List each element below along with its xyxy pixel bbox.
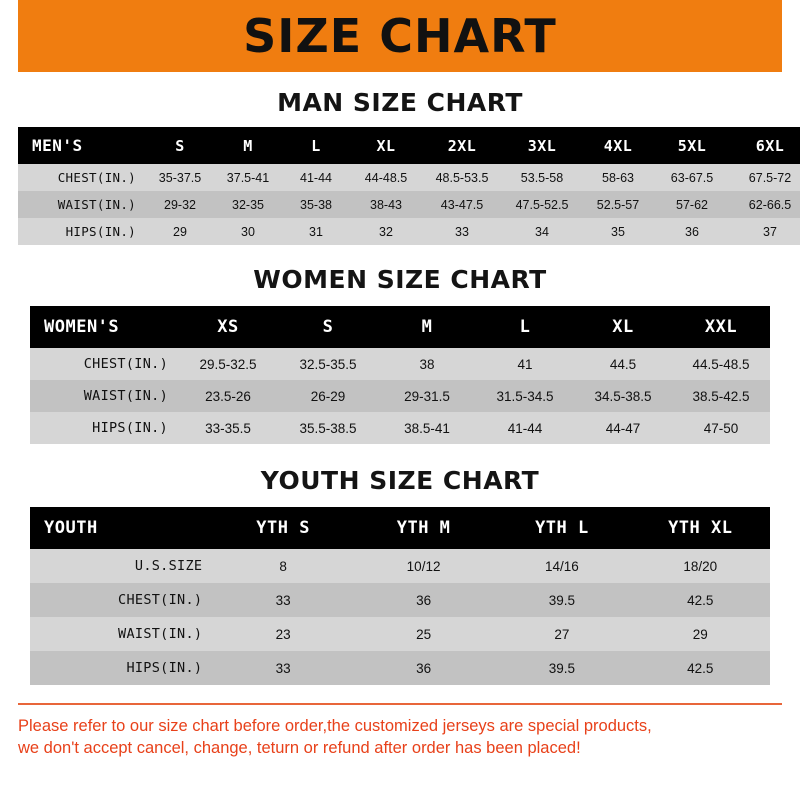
youth-row0-label: U.S.SIZE	[134, 558, 203, 574]
man-row0-c2: 41-44	[300, 170, 332, 185]
table-row	[30, 583, 770, 617]
youth-row0-c0: 8	[279, 558, 287, 574]
women-row2-c4: 44-47	[605, 420, 641, 436]
women-row1-c1: 26-29	[310, 388, 346, 404]
man-row2-c7: 36	[685, 224, 699, 239]
women-row2-c1: 35.5-38.5	[299, 420, 357, 436]
youth-row3-c3: 42.5	[687, 660, 714, 676]
youth-header-s: YTH S	[256, 518, 310, 538]
youth-row2-c1: 25	[416, 626, 432, 642]
man-header-2xl: 2XL	[447, 136, 477, 155]
table-row	[18, 164, 800, 191]
man-row1-c0: 29-32	[164, 197, 196, 212]
women-row0-c3: 41	[517, 356, 533, 372]
women-row0-c4: 44.5	[609, 356, 637, 372]
youth-row1-c2: 39.5	[548, 592, 576, 608]
table-row	[30, 651, 770, 685]
women-row0-c1: 32.5-35.5	[299, 356, 357, 372]
section-title-man: MAN SIZE CHART	[277, 88, 523, 117]
banner-edge-left	[0, 0, 18, 72]
man-row1-c1: 32-35	[232, 197, 264, 212]
man-row2-c4: 33	[455, 224, 469, 239]
women-header-xxl: XXL	[704, 317, 738, 337]
women-size-table	[30, 306, 770, 444]
youth-row1-label: CHEST(IN.)	[118, 592, 203, 608]
youth-row2-label: WAIST(IN.)	[118, 626, 203, 642]
youth-row1-c3: 42.5	[687, 592, 714, 608]
man-row0-c4: 48.5-53.5	[435, 170, 489, 185]
youth-row0-c1: 10/12	[406, 558, 441, 574]
youth-row3-c1: 36	[416, 660, 432, 676]
table-row	[18, 218, 800, 245]
women-row1-c3: 31.5-34.5	[496, 388, 554, 404]
youth-row3-c0: 33	[275, 660, 291, 676]
youth-header-m: YTH M	[396, 518, 451, 538]
section-title-women: WOMEN SIZE CHART	[253, 265, 547, 294]
notice-line-1: Please refer to our size chart before order,the customized jerseys are special products,	[18, 717, 652, 735]
women-row2-label: HIPS(IN.)	[92, 420, 168, 436]
table-row	[30, 549, 770, 583]
women-header-m: M	[421, 317, 433, 337]
women-row1-c2: 29-31.5	[404, 388, 450, 404]
youth-header-label: YOUTH	[44, 518, 98, 538]
man-row0-c0: 35-37.5	[158, 170, 202, 185]
women-row2-c3: 41-44	[507, 420, 543, 436]
man-row2-c2: 31	[309, 224, 323, 239]
man-table-header-row	[18, 127, 800, 164]
man-row2-label: HIPS(IN.)	[65, 224, 136, 239]
notice-line-2: we don't accept cancel, change, teturn or refund after order has been placed!	[18, 739, 581, 758]
youth-row0-c3: 18/20	[683, 558, 718, 574]
women-row1-label: WAIST(IN.)	[83, 388, 168, 404]
man-row1-c7: 57-62	[676, 197, 708, 212]
youth-row3-c2: 39.5	[548, 660, 576, 676]
man-row0-c5: 53.5-58	[520, 170, 564, 185]
man-size-table	[18, 127, 800, 245]
table-row	[30, 348, 770, 380]
man-row1-c8: 62-66.5	[748, 197, 792, 212]
youth-row1-c0: 33	[275, 592, 291, 608]
women-row0-c0: 29.5-32.5	[199, 356, 257, 372]
women-row2-c5: 47-50	[703, 420, 739, 436]
youth-row3-label: HIPS(IN.)	[126, 660, 203, 676]
content	[0, 88, 800, 685]
man-row2-c0: 29	[173, 224, 187, 239]
women-row1-c4: 34.5-38.5	[594, 388, 652, 404]
women-row0-c5: 44.5-48.5	[692, 356, 750, 372]
man-row2-c3: 32	[379, 224, 393, 239]
man-header-xl: XL	[376, 136, 396, 155]
youth-row2-c3: 29	[692, 626, 708, 642]
man-header-3xl: 3XL	[527, 136, 557, 155]
man-row0-c1: 37.5-41	[226, 170, 270, 185]
man-row0-c7: 63-67.5	[670, 170, 714, 185]
man-row0-label: CHEST(IN.)	[57, 170, 136, 185]
man-row1-c3: 38-43	[370, 197, 402, 212]
man-header-m: M	[243, 136, 253, 155]
women-header-xl: XL	[612, 317, 634, 337]
youth-row2-c2: 27	[554, 626, 570, 642]
man-header-4xl: 4XL	[603, 136, 633, 155]
youth-size-table	[30, 507, 770, 685]
man-header-l: L	[311, 136, 321, 155]
man-row1-c6: 52.5-57	[596, 197, 640, 212]
man-row1-c2: 35-38	[300, 197, 332, 212]
table-row	[30, 380, 770, 412]
man-row2-c6: 35	[611, 224, 625, 239]
table-row	[30, 617, 770, 651]
man-row2-c1: 30	[241, 224, 255, 239]
man-header-6xl: 6XL	[755, 136, 785, 155]
man-row0-c3: 44-48.5	[364, 170, 408, 185]
women-header-label: WOMEN'S	[44, 317, 120, 337]
women-row0-label: CHEST(IN.)	[83, 356, 168, 372]
table-row	[18, 191, 800, 218]
women-row0-c2: 38	[419, 356, 435, 372]
table-row	[30, 412, 770, 444]
man-header-label: MEN'S	[32, 136, 83, 155]
youth-header-l: YTH L	[535, 518, 589, 538]
women-row2-c2: 38.5-41	[404, 420, 450, 436]
man-header-5xl: 5XL	[677, 136, 707, 155]
page-title: SIZE CHART	[243, 9, 557, 63]
man-row1-label: WAIST(IN.)	[57, 197, 136, 212]
youth-row1-c1: 36	[416, 592, 432, 608]
youth-row0-c2: 14/16	[545, 558, 579, 574]
women-header-s: S	[322, 317, 334, 337]
youth-table-header-row	[30, 507, 770, 549]
youth-row2-c0: 23	[275, 626, 291, 642]
notice-text	[18, 703, 782, 760]
man-row2-c8: 37	[763, 224, 777, 239]
women-row2-c0: 33-35.5	[205, 420, 251, 436]
man-row1-c5: 47.5-52.5	[515, 197, 569, 212]
women-table-header-row	[30, 306, 770, 348]
man-row1-c4: 43-47.5	[440, 197, 484, 212]
man-row0-c8: 67.5-72	[748, 170, 792, 185]
man-row2-c5: 34	[535, 224, 549, 239]
banner	[0, 0, 800, 72]
man-row0-c6: 58-63	[602, 170, 634, 185]
banner-edge-right	[782, 0, 800, 72]
section-title-youth: YOUTH SIZE CHART	[260, 466, 540, 495]
women-header-l: L	[519, 317, 531, 337]
man-header-s: S	[175, 136, 185, 155]
women-header-xs: XS	[217, 317, 239, 337]
women-row1-c0: 23.5-26	[205, 388, 251, 404]
youth-header-xl: YTH XL	[668, 518, 733, 538]
women-row1-c5: 38.5-42.5	[692, 388, 750, 404]
